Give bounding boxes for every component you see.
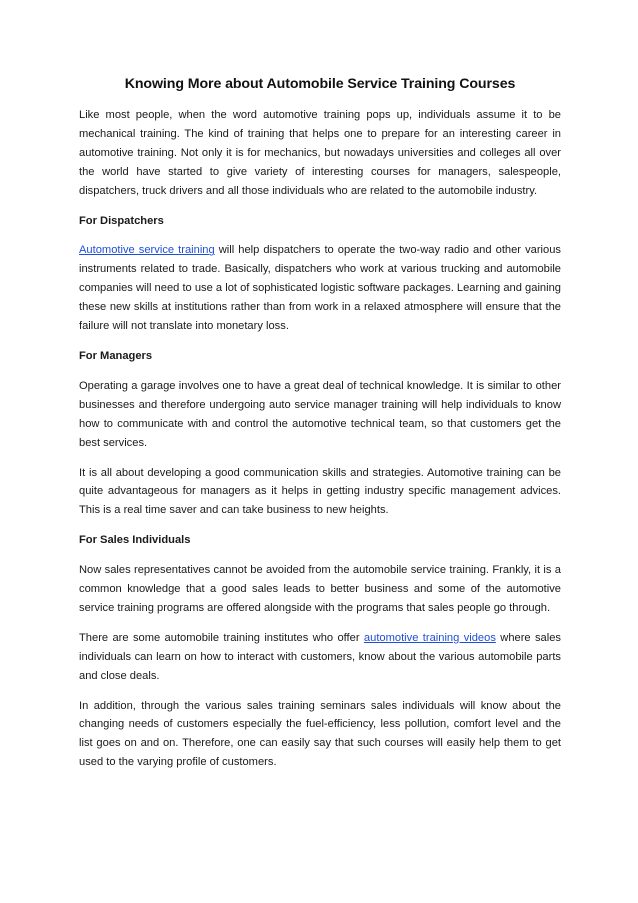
automotive-service-training-link[interactable]: Automotive service training	[79, 244, 215, 257]
sales-paragraph-2-after: where sales individuals can learn on how to interact with customers, know about the various automobile parts and close deals.	[79, 631, 561, 682]
sales-paragraph-1: Now sales representatives cannot be avoided from the automobile service training. Frankly, it is a common knowledge that a good sales leads to better business and some of the automotive service training programs are offered alongside with the programs that sales people go through.	[79, 564, 561, 614]
section-heading-sales: For Sales Individuals	[79, 534, 191, 547]
section-heading-managers: For Managers	[79, 349, 153, 362]
managers-paragraph-2: It is all about developing a good communication skills and strategies. Automotive training can be quite advantageous for managers as it helps in getting industry specific management advices. This is a real time saver and can take business to new heights.	[79, 466, 561, 517]
dispatchers-paragraph-text: will help dispatchers to operate the two-way radio and other various instruments related to trade. Basically, dispatchers who work at various trucking and automobile companies will need to use a lot of sophisticated logistic software packages. Learning and gaining these new skills at institutions rather than from work in a relaxed atmosphere will ensure that the failure will not translate into monetary loss.	[79, 244, 561, 333]
document-title: Knowing More about Automobile Service Training Courses	[124, 76, 516, 92]
sales-paragraph-2-before: There are some automobile training institutes who offer	[79, 631, 364, 644]
dispatchers-paragraph	[79, 241, 561, 336]
document-page	[79, 74, 561, 783]
sales-paragraph-2	[79, 629, 561, 686]
managers-paragraph-1: Operating a garage involves one to have a great deal of technical knowledge. It is similar to other businesses and therefore undergoing auto service manager training will help individuals to know how to communicate with and control the automotive technical team, so that customers get the best services.	[79, 379, 561, 449]
sales-paragraph-3: In addition, through the various sales training seminars sales individuals will know about the changing needs of customers especially the fuel-efficiency, less pollution, comfort level and the list goes on and on. Therefore, one can easily say that such courses will easily help them to get used to the varying profile of customers.	[79, 699, 561, 769]
automotive-training-videos-link[interactable]: automotive training videos	[363, 631, 496, 644]
section-heading-dispatchers: For Dispatchers	[79, 214, 164, 227]
intro-paragraph: Like most people, when the word automotive training pops up, individuals assume it to be mechanical training. The kind of training that helps one to prepare for an interesting career in automotive training. Not only it is for mechanics, but nowadays universities and colleges all over the world have started to give variety of interesting courses for managers, salespeople, dispatchers, truck drivers and all those individuals who are related to the automobile industry.	[79, 109, 561, 197]
